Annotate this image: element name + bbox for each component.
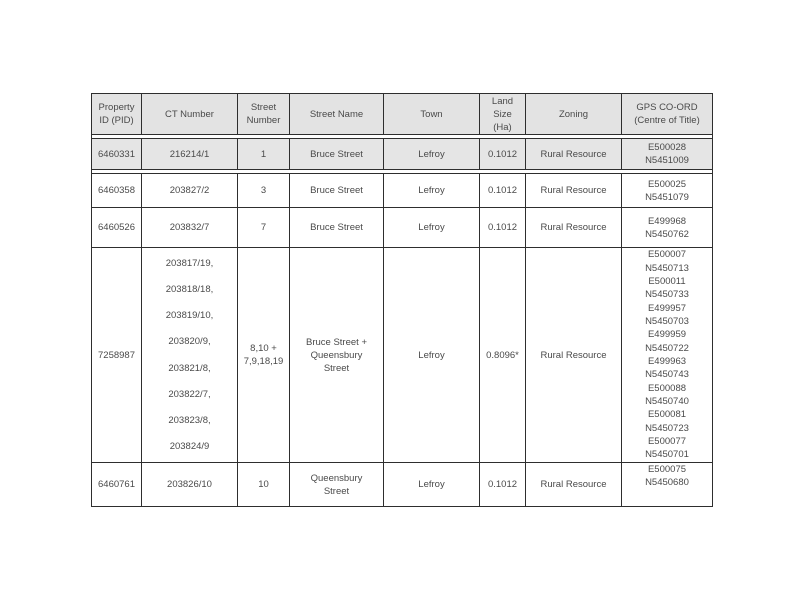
cell-ct-number: 203827/2 xyxy=(142,174,238,208)
table-row xyxy=(92,248,713,463)
gps-list: E500007 N5450713 E500011 N5450733 E499957 N5450703 E499959 N5450722 E499963 N5450743 E500088 N5450740 E500081 N5450723 E500077 N5450701 xyxy=(645,249,689,461)
cell-street-name: Bruce Street + Queensbury Street xyxy=(290,248,384,463)
cell-gps: E500028 N5451009 xyxy=(622,139,713,170)
cell-gps xyxy=(622,248,713,463)
cell-street-number: 3 xyxy=(238,174,290,208)
header-land-size: Land Size (Ha) xyxy=(480,94,526,135)
cell-land-size: 0.1012 xyxy=(480,463,526,507)
cell-ct-number xyxy=(142,248,238,463)
cell-zoning: Rural Resource xyxy=(526,248,622,463)
cell-ct-number: 216214/1 xyxy=(142,139,238,170)
cell-street-name: Bruce Street xyxy=(290,174,384,208)
cell-town: Lefroy xyxy=(384,139,480,170)
cell-land-size: 0.8096* xyxy=(480,248,526,463)
header-street-name: Street Name xyxy=(290,94,384,135)
table-row xyxy=(92,208,713,248)
header-zoning: Zoning xyxy=(526,94,622,135)
header-street-number: Street Number xyxy=(238,94,290,135)
cell-town: Lefroy xyxy=(384,248,480,463)
cell-zoning: Rural Resource xyxy=(526,174,622,208)
cell-street-number: 8,10 + 7,9,18,19 xyxy=(238,248,290,463)
cell-gps: E500075 N5450680 xyxy=(622,463,713,507)
cell-land-size: 0.1012 xyxy=(480,139,526,170)
ct-number-list: 203817/19, 203818/18, 203819/10, 203820/9, 203821/8, 203822/7, 203823/8, 203824/9 xyxy=(165,258,214,452)
cell-street-number: 10 xyxy=(238,463,290,507)
cell-town: Lefroy xyxy=(384,174,480,208)
cell-ct-number: 203826/10 xyxy=(142,463,238,507)
table-row xyxy=(92,174,713,208)
cell-street-name: Queensbury Street xyxy=(290,463,384,507)
cell-zoning: Rural Resource xyxy=(526,208,622,248)
cell-zoning: Rural Resource xyxy=(526,463,622,507)
cell-pid: 6460526 xyxy=(92,208,142,248)
cell-pid: 6460331 xyxy=(92,139,142,170)
cell-gps: E499968 N5450762 xyxy=(622,208,713,248)
cell-street-number: 7 xyxy=(238,208,290,248)
property-table xyxy=(91,93,713,507)
cell-street-name: Bruce Street xyxy=(290,139,384,170)
cell-street-name: Bruce Street xyxy=(290,208,384,248)
header-ct-number: CT Number xyxy=(142,94,238,135)
cell-street-number: 1 xyxy=(238,139,290,170)
header-pid: Property ID (PID) xyxy=(92,94,142,135)
cell-land-size: 0.1012 xyxy=(480,208,526,248)
cell-pid: 6460761 xyxy=(92,463,142,507)
cell-zoning: Rural Resource xyxy=(526,139,622,170)
header-gps: GPS CO-ORD (Centre of Title) xyxy=(622,94,713,135)
cell-pid: 7258987 xyxy=(92,248,142,463)
cell-gps: E500025 N5451079 xyxy=(622,174,713,208)
header-town: Town xyxy=(384,94,480,135)
cell-pid: 6460358 xyxy=(92,174,142,208)
cell-town: Lefroy xyxy=(384,463,480,507)
cell-ct-number: 203832/7 xyxy=(142,208,238,248)
cell-land-size: 0.1012 xyxy=(480,174,526,208)
header-row xyxy=(92,94,713,135)
table-row xyxy=(92,139,713,170)
cell-town: Lefroy xyxy=(384,208,480,248)
table-row xyxy=(92,463,713,507)
